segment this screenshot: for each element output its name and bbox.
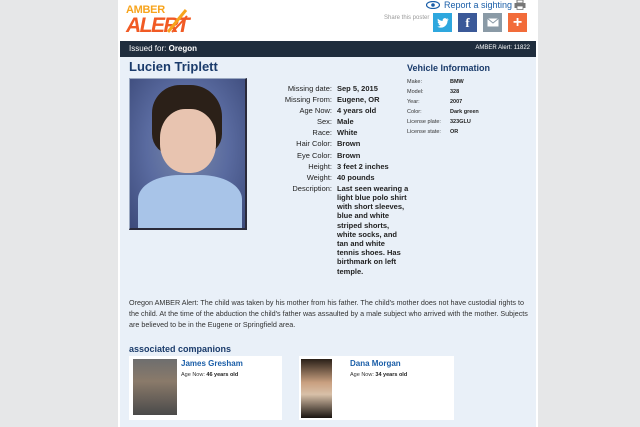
companion-age-label: Age Now: <box>350 372 374 378</box>
detail-label: Missing date: <box>287 84 332 93</box>
logo-swoosh-icon <box>166 8 188 34</box>
detail-label: Race: <box>312 128 332 138</box>
more-share-button[interactable] <box>508 13 527 32</box>
detail-value: 3 feet 2 inches <box>337 161 389 171</box>
detail-label: Description: <box>292 183 332 193</box>
vehicle-row <box>407 117 527 127</box>
companion-photo <box>133 359 177 415</box>
vehicle-value: OR <box>450 129 459 135</box>
detail-label: Missing From: <box>284 95 332 105</box>
alert-poster <box>118 0 538 427</box>
detail-value: White <box>337 128 358 138</box>
vehicle-label: Model: <box>407 89 424 95</box>
vehicle-row <box>407 97 527 107</box>
twitter-icon <box>437 18 449 28</box>
detail-value: Male <box>337 117 354 127</box>
vehicle-label: Year: <box>407 99 420 105</box>
detail-value: Eugene, OR <box>337 95 380 105</box>
email-icon <box>487 18 499 27</box>
detail-value: Sep 5, 2015 <box>337 84 378 93</box>
detail-label: Age Now: <box>299 106 332 116</box>
vehicle-value: Dark green <box>450 109 479 115</box>
vehicle-label: License plate: <box>407 119 441 125</box>
detail-value: Brown <box>337 150 361 160</box>
email-share-button[interactable] <box>483 13 502 32</box>
companion-age <box>181 372 238 378</box>
vehicle-label: Make: <box>407 79 422 85</box>
detail-label: Weight: <box>306 172 332 182</box>
detail-row <box>250 95 409 104</box>
companion-card[interactable] <box>129 356 282 420</box>
child-details <box>250 84 409 278</box>
logo-text-top: AMBER <box>126 4 165 16</box>
detail-row <box>250 173 409 182</box>
detail-value: Last seen wearing a light blue polo shirt with short sleeves, blue and white striped shorts, white socks, and tan and white tennis shoes. Has birthmark on left temple. <box>337 183 409 276</box>
alert-number: AMBER Alert: 11822 <box>475 45 530 51</box>
vehicle-value: 323GLU <box>450 119 471 125</box>
vehicle-value: 2007 <box>450 99 463 105</box>
issued-for <box>129 44 197 53</box>
vehicle-label: Color: <box>407 109 422 115</box>
detail-row <box>250 184 409 276</box>
print-icon[interactable] <box>514 0 526 10</box>
detail-row <box>250 151 409 160</box>
companion-age-value: 34 years old <box>375 372 408 378</box>
vehicle-label: License state: <box>407 129 441 135</box>
vehicle-info <box>407 63 527 137</box>
twitter-share-button[interactable] <box>433 13 452 32</box>
vehicle-row <box>407 127 527 137</box>
facebook-icon: f <box>465 14 470 30</box>
detail-value: Brown <box>337 139 361 149</box>
vehicle-value: BMW <box>450 79 464 85</box>
detail-row <box>250 128 409 137</box>
alert-content <box>120 57 536 427</box>
detail-row <box>250 162 409 171</box>
vehicle-row <box>407 107 527 117</box>
detail-value: 4 years old <box>337 106 377 116</box>
issued-bar <box>120 41 536 57</box>
detail-row <box>250 106 409 115</box>
companion-age-value: 46 years old <box>206 372 239 378</box>
report-sighting-link[interactable] <box>426 0 512 10</box>
plus-icon: + <box>512 13 523 31</box>
companions-title: associated companions <box>129 344 232 354</box>
detail-row <box>250 117 409 126</box>
companion-photo <box>301 359 332 418</box>
vehicle-row <box>407 87 527 97</box>
facebook-share-button[interactable] <box>458 13 477 32</box>
vehicle-row <box>407 77 527 87</box>
share-label: Share this poster <box>384 15 430 21</box>
companion-name[interactable]: Dana Morgan <box>350 359 401 368</box>
amber-alert-logo[interactable] <box>126 4 189 40</box>
vehicle-title: Vehicle Information <box>407 63 491 73</box>
child-name: Lucien Triplett <box>129 59 218 74</box>
companion-age-label: Age Now: <box>181 372 205 378</box>
detail-row <box>250 139 409 148</box>
companion-name[interactable]: James Gresham <box>181 359 243 368</box>
companion-card[interactable] <box>299 356 454 420</box>
detail-row <box>250 84 409 93</box>
detail-label: Sex: <box>316 117 332 127</box>
vehicle-value: 328 <box>450 89 460 95</box>
issued-state: Oregon <box>168 44 198 53</box>
logo-text-bottom: ALERT <box>126 14 189 37</box>
alert-description: Oregon AMBER Alert: The child was taken by his mother from his father. The child's mother does not have custodial rights to the child. At the time of the abduction the child's father was assaulted by a male subject who arrived with the mother. Subjects are believed to be in the Eugene or Springfield area. <box>129 298 528 329</box>
detail-label: Height: <box>308 161 332 171</box>
issued-label: Issued for: <box>129 44 167 53</box>
eye-icon <box>426 1 440 9</box>
report-sighting-label: Report a sighting <box>444 0 513 10</box>
child-photo <box>129 78 247 230</box>
detail-label: Hair Color: <box>296 139 332 149</box>
companion-age <box>350 372 407 378</box>
detail-label: Eye Color: <box>296 150 332 160</box>
detail-value: 40 pounds <box>337 172 375 182</box>
